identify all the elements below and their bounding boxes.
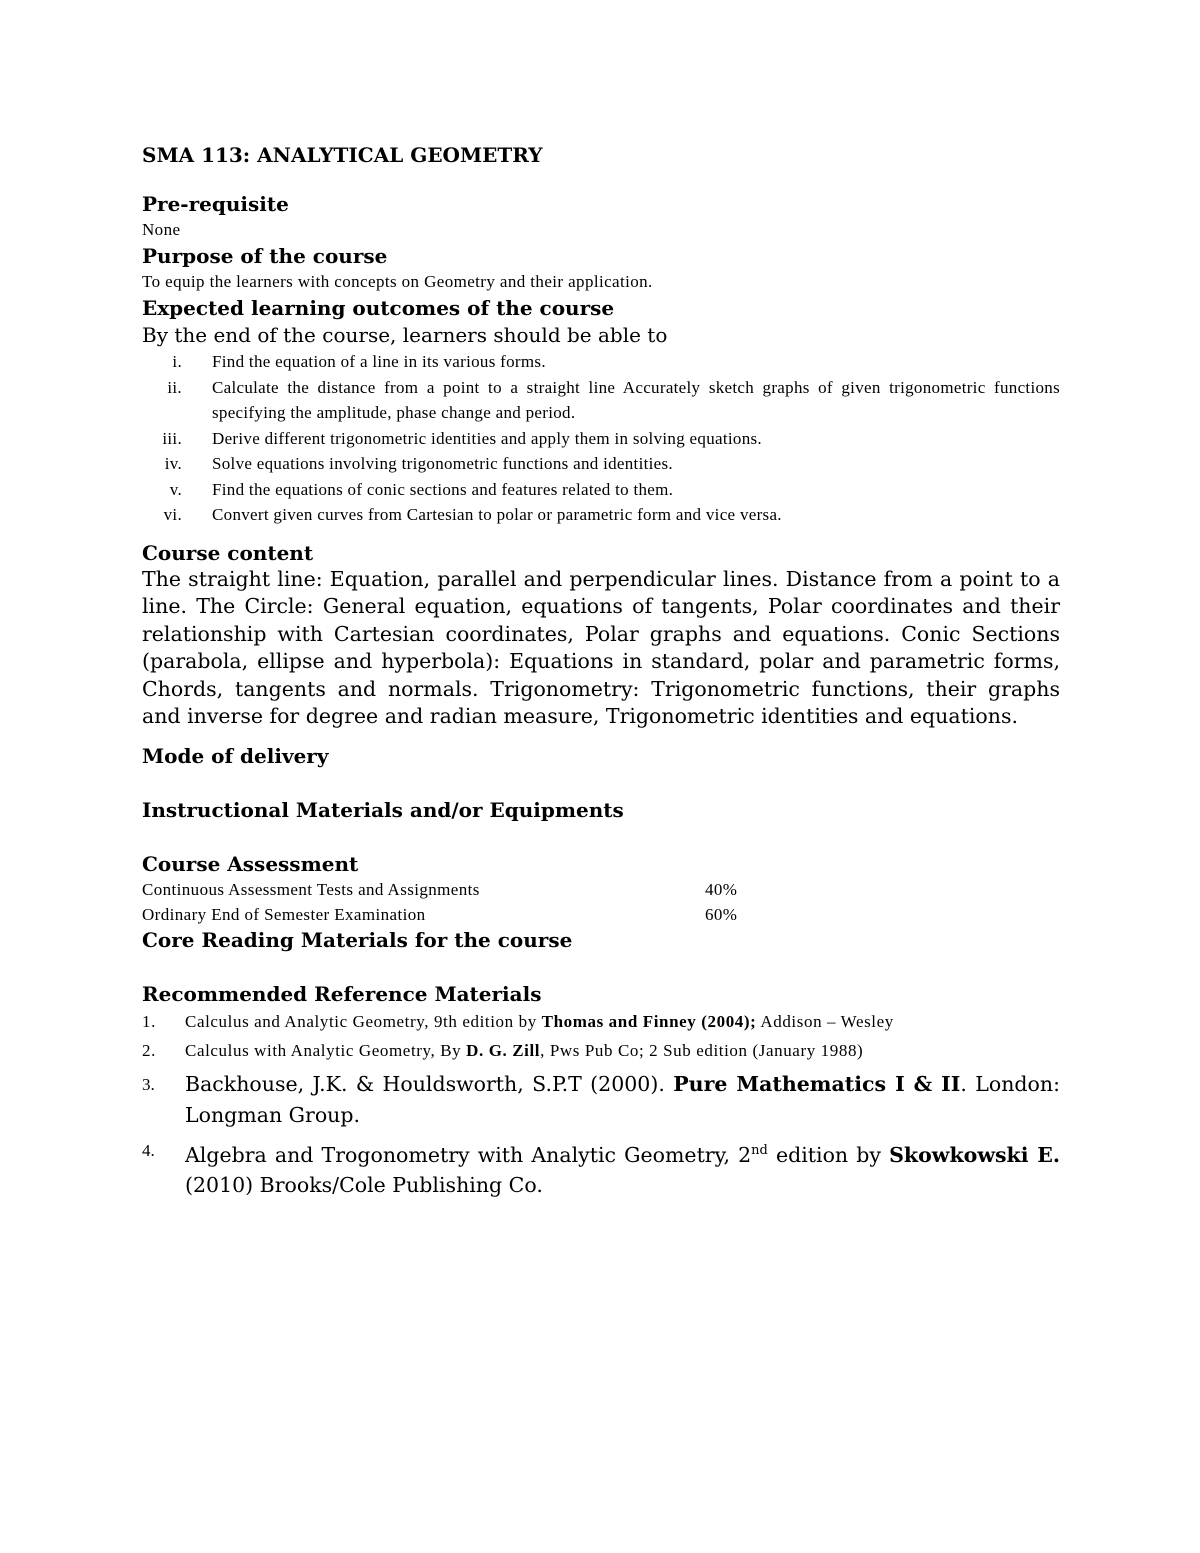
reference-author: Skowkowski E. (889, 1142, 1061, 1167)
list-item-text: Calculate the distance from a point to a straight line Accurately sketch graphs of given trigonometric functions specifying the amplitude, phase change and period. (212, 377, 1060, 422)
list-item-text: Find the equation of a line in its various forms. (212, 352, 546, 371)
reference-item (142, 1069, 1060, 1131)
list-item (142, 349, 1060, 375)
list-item-text: Solve equations involving trigonometric functions and identities. (212, 454, 673, 473)
materials-heading: Instructional Materials and/or Equipments (142, 797, 624, 822)
assessment-value: 40% (705, 879, 738, 899)
reference-text-mid: edition by (767, 1142, 890, 1167)
core-reading-heading: Core Reading Materials for the course (142, 927, 573, 952)
reference-author: D. G. Zill (466, 1040, 541, 1060)
assessment-label: Ordinary End of Semester Examination (142, 904, 426, 924)
reference-publisher: Addison – Wesley (756, 1011, 894, 1031)
delivery-heading: Mode of delivery (142, 743, 329, 768)
outcomes-intro: By the end of the course, learners should be able to (142, 323, 668, 347)
reference-item (142, 1007, 1060, 1036)
outcomes-heading: Expected learning outcomes of the course (142, 296, 615, 320)
reference-number: 2. (142, 1040, 156, 1060)
references-list (142, 1007, 1060, 1202)
assessment-label: Continuous Assessment Tests and Assignments (142, 879, 480, 899)
assessment-value: 60% (705, 904, 738, 924)
reference-number: 4. (142, 1140, 155, 1160)
list-item (142, 502, 1060, 528)
assessment-table (142, 877, 1060, 927)
purpose-text: To equip the learners with concepts on Geometry and their application. (142, 272, 653, 291)
reference-publisher: (2010) Brooks/Cole Publishing Co. (185, 1173, 543, 1198)
list-item (142, 426, 1060, 452)
list-item-number: iv. (164, 454, 182, 473)
list-item-text: Derive different trigonometric identities and apply them in solving equations. (212, 428, 762, 448)
document-body (142, 143, 1060, 1201)
prerequisite-text: None (142, 220, 181, 239)
list-item-text: Find the equations of conic sections and features related to them. (212, 479, 674, 499)
list-item-number: vi. (163, 505, 182, 524)
list-item (142, 477, 1060, 503)
reference-text: Algebra and Trogonometry with Analytic Geometry, 2 (185, 1142, 752, 1167)
reference-text: Calculus and Analytic Geometry, 9th edition by (185, 1011, 542, 1031)
reference-text: Backhouse, J.K. & Houldsworth, S.P.T (2000). (185, 1071, 674, 1096)
content-heading: Course content (142, 540, 314, 565)
list-item (142, 451, 1060, 477)
reference-text: Calculus with Analytic Geometry, By (185, 1040, 467, 1060)
reference-author: Thomas and Finney (2004); (541, 1011, 757, 1031)
reference-publisher: . London: Longman Group. (185, 1071, 1060, 1127)
reference-item (142, 1135, 1060, 1202)
outcomes-list (142, 349, 1060, 528)
reference-superscript: nd (751, 1142, 768, 1158)
list-item-number: ii. (167, 377, 182, 397)
list-item-number: iii. (162, 428, 182, 448)
reference-number: 3. (142, 1074, 155, 1094)
list-item (142, 375, 1060, 426)
reference-number: 1. (142, 1011, 156, 1031)
reference-title: Pure Mathematics I & II (673, 1071, 961, 1096)
content-text: The straight line: Equation, parallel and perpendicular lines. Distance from a point to a line. The Circle: General equation, equations of tangents, Polar coordinates and their relationship with Cartesian coordinates, Polar graphs and equations. Conic Sections (parabola, ellipse and hyperbola): Equations in standard, polar and parametric forms, Chords, tangents and normals. Trigonometry: Trigonometric functions, their graphs and inverse for degree and radian measure, Trigonometric identities and equations. (142, 566, 1060, 728)
course-title: SMA 113: ANALYTICAL GEOMETRY (142, 143, 543, 167)
prerequisite-heading: Pre-requisite (142, 192, 289, 216)
references-heading: Recommended Reference Materials (142, 981, 542, 1006)
list-item-number: i. (172, 352, 182, 371)
purpose-heading: Purpose of the course (142, 244, 388, 268)
list-item-number: v. (169, 479, 182, 499)
reference-item (142, 1036, 1060, 1065)
reference-publisher: , Pws Pub Co; 2 Sub edition (January 1988) (540, 1040, 864, 1060)
list-item-text: Convert given curves from Cartesian to polar or parametric form and vice versa. (212, 505, 782, 524)
assessment-heading: Course Assessment (142, 851, 359, 876)
